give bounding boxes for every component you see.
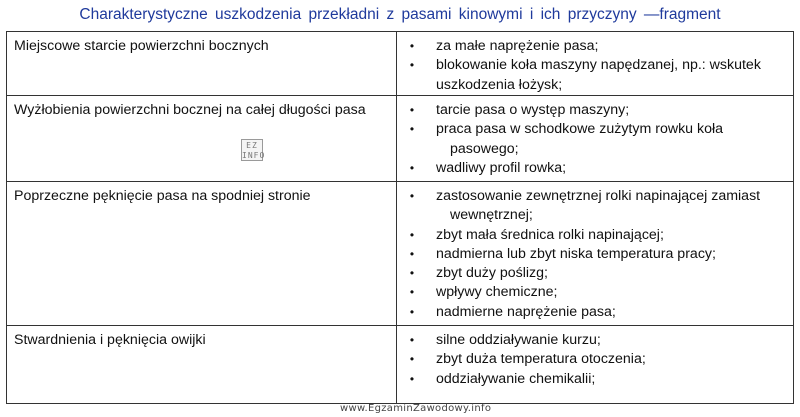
list-item: • tarcie pasa o występ maszyny; bbox=[403, 101, 787, 120]
list-item: • za małe naprężenie pasa; bbox=[403, 37, 787, 56]
list-item: • wadliwy profil rowka; bbox=[403, 159, 787, 178]
causes-list bbox=[403, 187, 787, 322]
bullet-icon: • bbox=[409, 352, 415, 367]
bullet-icon: • bbox=[409, 189, 415, 203]
list-item: • silne oddziaływanie kurzu; bbox=[403, 331, 787, 350]
ez-info-logo-icon: EZ INFO bbox=[242, 141, 266, 160]
damage-label: Stwardnienia i pęknięcia owijki bbox=[14, 332, 206, 348]
bullet-icon: • bbox=[409, 333, 415, 347]
bullet-icon: • bbox=[409, 266, 415, 281]
causes-cell bbox=[397, 96, 794, 182]
damage-causes-table bbox=[6, 31, 794, 404]
list-item: • wpływy chemiczne; bbox=[403, 283, 787, 302]
damage-cell bbox=[7, 32, 397, 96]
site-watermark: www.EgzaminZawodowy.info bbox=[340, 403, 492, 414]
damage-label: Wyżłobienia powierzchni bocznej na całej długości pasa bbox=[14, 102, 366, 118]
table-row bbox=[7, 96, 794, 182]
damage-label: Poprzeczne pęknięcie pasa na spodniej stronie bbox=[14, 188, 311, 204]
table-row bbox=[7, 182, 794, 326]
damage-cell bbox=[7, 326, 397, 404]
table-row bbox=[7, 32, 794, 96]
bullet-icon: • bbox=[409, 58, 415, 73]
list-item: • oddziaływanie chemikalii; bbox=[403, 370, 787, 389]
damage-cell bbox=[7, 182, 397, 326]
causes-cell bbox=[397, 182, 794, 326]
list-item: • zbyt duży poślizg; bbox=[403, 264, 787, 283]
bullet-icon: • bbox=[409, 371, 415, 386]
bullet-icon: • bbox=[409, 246, 415, 261]
bullet-icon: • bbox=[409, 285, 415, 300]
list-item: • blokowanie koła maszyny napędzanej, np.: wskutek uszkodzenia łożysk; bbox=[403, 56, 787, 95]
bullet-icon: • bbox=[409, 103, 415, 117]
bullet-icon: • bbox=[409, 160, 415, 175]
list-item: • nadmierne naprężenie pasa; bbox=[403, 303, 787, 322]
list-item: • zastosowanie zewnętrznej rolki napinającej zamiast wewnętrznej; bbox=[403, 187, 787, 226]
list-item: • praca pasa w schodkowe zużytym rowku koła pasowego; bbox=[403, 120, 787, 159]
bullet-icon: • bbox=[409, 122, 415, 137]
causes-list bbox=[403, 331, 787, 389]
damage-label: Miejscowe starcie powierzchni bocznych bbox=[14, 38, 269, 54]
damage-cell bbox=[7, 96, 397, 182]
causes-cell bbox=[397, 32, 794, 96]
list-item: • zbyt duża temperatura otoczenia; bbox=[403, 350, 787, 369]
bullet-icon: • bbox=[409, 227, 415, 242]
causes-list bbox=[403, 37, 787, 95]
table-title: Charakterystyczne uszkodzenia przekładni z pasami kinowymi i ich przyczyny —fragment bbox=[79, 6, 721, 23]
list-item: • nadmierna lub zbyt niska temperatura pracy; bbox=[403, 245, 787, 264]
causes-list bbox=[403, 101, 787, 178]
table-row bbox=[7, 326, 794, 404]
causes-cell bbox=[397, 326, 794, 404]
bullet-icon: • bbox=[409, 39, 415, 53]
bullet-icon: • bbox=[409, 304, 415, 319]
list-item: • zbyt mała średnica rolki napinającej; bbox=[403, 226, 787, 245]
